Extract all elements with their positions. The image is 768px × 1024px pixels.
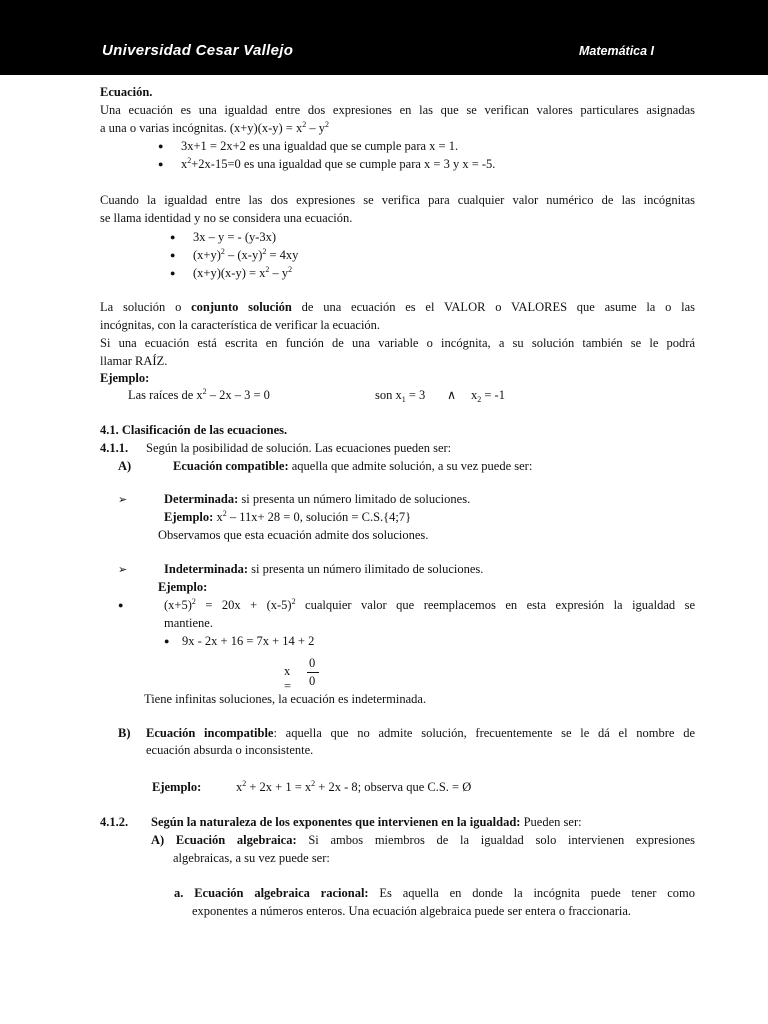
section-title-4-1-1: Según la posibilidad de solución. Las ecuaciones pueden ser:	[146, 441, 452, 455]
paragraph-line: se llama identidad y no se considera una ecuación.	[100, 211, 353, 225]
list-item: 3x – y = - (y-3x)	[193, 230, 277, 244]
section-title-ecuacion: Ecuación.	[100, 85, 153, 99]
bullet-icon: ●	[118, 600, 124, 610]
subject-name: Matemática I	[579, 44, 655, 58]
example-label: Ejemplo:	[158, 580, 208, 594]
bullet-icon: ●	[170, 232, 176, 242]
list-item: 3x+1 = 2x+2 es una igualdad que se cumple para x = 1.	[181, 139, 459, 153]
list-item: $(x+y)^2 - (x-y)^2 = 4xy$	[193, 247, 299, 262]
determinada-observation: Observamos que esta ecuación admite dos soluciones.	[158, 528, 429, 542]
algebraic-definition: A) Ecuación algebraica: Si ambos miembros de la igualdad solo intervienen expresiones	[151, 833, 695, 847]
bullet-icon: ●	[164, 636, 170, 646]
section-title-4-1: 4.1. Clasificación de las ecuaciones.	[100, 423, 288, 437]
bullet-icon: ●	[158, 141, 164, 151]
section-title-4-1-2: Según la naturaleza de los exponentes que intervienen en la igualdad: Pueden ser:	[151, 815, 582, 829]
item-label-b: B)	[118, 726, 131, 740]
paragraph-line: a una o varias incógnitas. $(x+y)(x-y) = x^2 - y^2$	[100, 120, 329, 135]
paragraph-line: Cuando la igualdad entre las dos expresiones se verifica para cualquier valor numérico de las incógnitas	[100, 193, 695, 207]
roots-equation: Las raíces de $x^2 - 2x - 3 = 0$	[128, 387, 270, 402]
example-label: Ejemplo:	[100, 371, 150, 385]
example-label: Ejemplo:	[152, 780, 202, 794]
incompatible-definition-line2: ecuación absurda o inconsistente.	[146, 743, 314, 757]
indeterminada-conclusion: Tiene infinitas soluciones, la ecuación es indeterminada.	[144, 692, 427, 706]
section-number-4-1-1: 4.1.1.	[100, 441, 129, 455]
paragraph-line: Una ecuación es una igualdad entre dos expresiones en las que se verifican valores particulares asignadas	[100, 103, 695, 117]
indeterminada-definition: Indeterminada: si presenta un número ilimitado de soluciones.	[164, 562, 484, 576]
paragraph-line: Si una ecuación está escrita en función de una variable o incógnita, a su solución también se le podrá	[100, 336, 695, 350]
incompatible-definition: Ecuación incompatible: aquella que no admite solución, frecuentemente se le dá el nombre de	[146, 726, 695, 740]
determinada-definition: Determinada: si presenta un número limitado de soluciones.	[164, 492, 471, 506]
compatible-definition: Ecuación compatible: aquella que admite solución, a su vez puede ser:	[173, 459, 533, 473]
paragraph-line: La solución o conjunto solución de una ecuación es el VALOR o VALORES que asume la o las	[100, 300, 696, 314]
university-name: Universidad Cesar Vallejo	[102, 42, 294, 59]
indeterminada-example-line: $(x+5)^2 = 20x + (x-5)^2$ cualquier valor que reemplacemos en esta expresión la igualdad se	[164, 597, 695, 612]
arrow-bullet-icon: ➢	[118, 563, 128, 576]
determinada-example: Ejemplo: $x^2 - 11x+ 28 = 0$, solución = C.S.{4;7}	[164, 509, 412, 524]
indeterminada-example-line: mantiene.	[164, 616, 213, 630]
list-item: $(x+y)(x-y) = x^2 - y^2$	[193, 265, 293, 280]
algebraic-definition-line2: algebraicas, a su vez puede ser:	[173, 851, 330, 865]
rational-algebraic-definition: a. Ecuación algebraica racional: Es aquella en donde la incógnita puede tener como	[174, 886, 696, 900]
paragraph-line: llamar RAÍZ.	[100, 354, 168, 368]
bullet-icon: ●	[170, 250, 176, 260]
rational-algebraic-definition-line2: exponentes a números enteros. Una ecuación algebraica puede ser entera o fraccionaria.	[192, 904, 632, 918]
bullet-icon: ●	[170, 268, 176, 278]
section-number-4-1-2: 4.1.2.	[100, 815, 129, 829]
paragraph-line: incógnitas, con la característica de verificar la ecuación.	[100, 318, 381, 332]
roots-solution-x2: $x_2 = -1$	[471, 388, 505, 404]
item-label-a: A)	[118, 459, 132, 473]
arrow-bullet-icon: ➢	[118, 493, 128, 506]
roots-solution-x1: son $x_1 = 3$	[375, 388, 426, 404]
bullet-icon: ●	[158, 159, 164, 169]
list-item: $x^2+2x-15=0$ es una igualdad que se cumple para x = 3 y x = -5.	[181, 156, 496, 171]
incompatible-example-equation: $x^2 + 2x + 1 = x^2 + 2x - 8$; observa que C.S. = Ø	[236, 779, 472, 794]
list-item: 9x - 2x + 16 = 7x + 14 + 2	[182, 634, 315, 648]
logical-and-symbol: ∧	[447, 388, 457, 402]
page-header	[0, 0, 768, 75]
